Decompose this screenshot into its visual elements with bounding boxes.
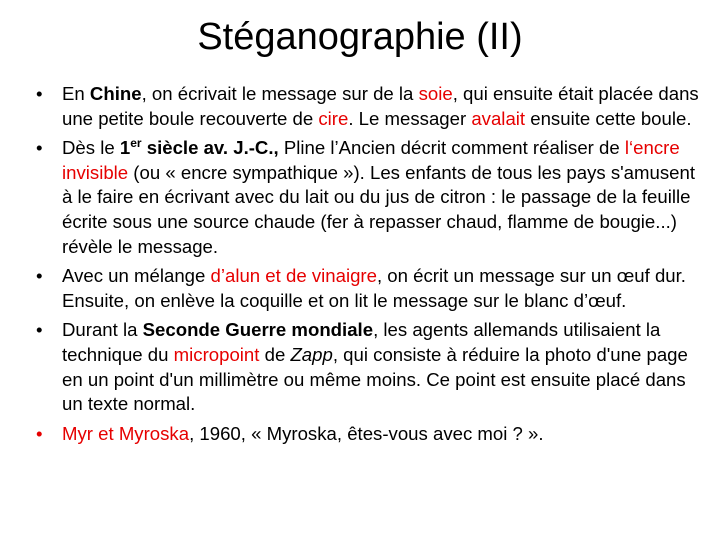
highlight-term: soie <box>418 83 453 104</box>
bullet-item-alun <box>36 264 702 313</box>
bullet-text: . Le messager <box>348 107 472 129</box>
bullet-item-guerre <box>36 318 702 416</box>
highlight-term: cire <box>318 107 349 129</box>
bullet-text: Pline l’Ancien décrit comment réaliser de <box>278 137 625 159</box>
slide-title: Stéganographie (II) <box>197 16 523 58</box>
bullet-marker: • <box>36 83 43 104</box>
bullet-text: , on écrivait le message sur de la <box>141 83 419 104</box>
highlight-term: l‘encre invisible <box>62 137 680 183</box>
bullet-text: Durant la <box>62 319 143 341</box>
bullet-list <box>36 82 702 451</box>
highlight-term: avalait <box>471 107 526 129</box>
highlight-term: Myr et Myroska <box>62 422 190 444</box>
century-superscript: er <box>130 136 142 150</box>
bold-term: Seconde Guerre mondiale <box>142 319 374 341</box>
highlight-term: micropoint <box>173 343 260 365</box>
century-rest: siècle av. J.-C., <box>141 137 279 159</box>
bullet-text: En <box>62 83 90 104</box>
bullet-text: , les agents allemands utilisaient la technique du <box>62 319 661 365</box>
bullet-text: Avec un mélange <box>62 265 211 287</box>
bullet-text: , 1960, « Myroska, êtes-vous avec moi ? ». <box>189 422 544 444</box>
bullet-marker: • <box>36 137 43 159</box>
highlight-term: d’alun et de vinaigre <box>210 265 377 287</box>
bullet-marker: • <box>36 319 43 341</box>
bullet-text: Dès le <box>62 137 120 159</box>
bullet-item-myroska <box>36 422 702 447</box>
bold-term: Chine <box>89 83 142 104</box>
bullet-text: (ou « encre sympathique »). Les enfants de tous les pays s'amusent à le faire en écrivant avec du lait ou du jus de citron : le passage de la feuille écrite sous une source chaude (fer à repasser chaud, flamme de bougie...) révèle le message. <box>62 161 695 257</box>
bullet-text: , qui ensuite était placée dans une petite boule recouverte de <box>62 83 699 129</box>
bold-term <box>120 137 279 158</box>
bullet-marker: • <box>36 422 43 444</box>
italic-term: Zapp <box>290 343 333 365</box>
bullet-text: , qui consiste à réduire la photo d'une page en un point d'un millimètre ou même moins. Ce point est ensuite placé dans un texte normal. <box>62 343 688 415</box>
bullet-marker: • <box>36 265 43 287</box>
bullet-text: de <box>259 343 291 365</box>
bullet-item-pline <box>36 136 702 259</box>
bullet-text: , on écrit un message sur un œuf dur. Ensuite, on enlève la coquille et on lit le message sur le blanc d’œuf. <box>62 265 686 311</box>
century-number: 1 <box>119 137 131 159</box>
bullet-text: ensuite cette boule. <box>525 107 692 129</box>
bullet-item-chine <box>36 82 702 131</box>
